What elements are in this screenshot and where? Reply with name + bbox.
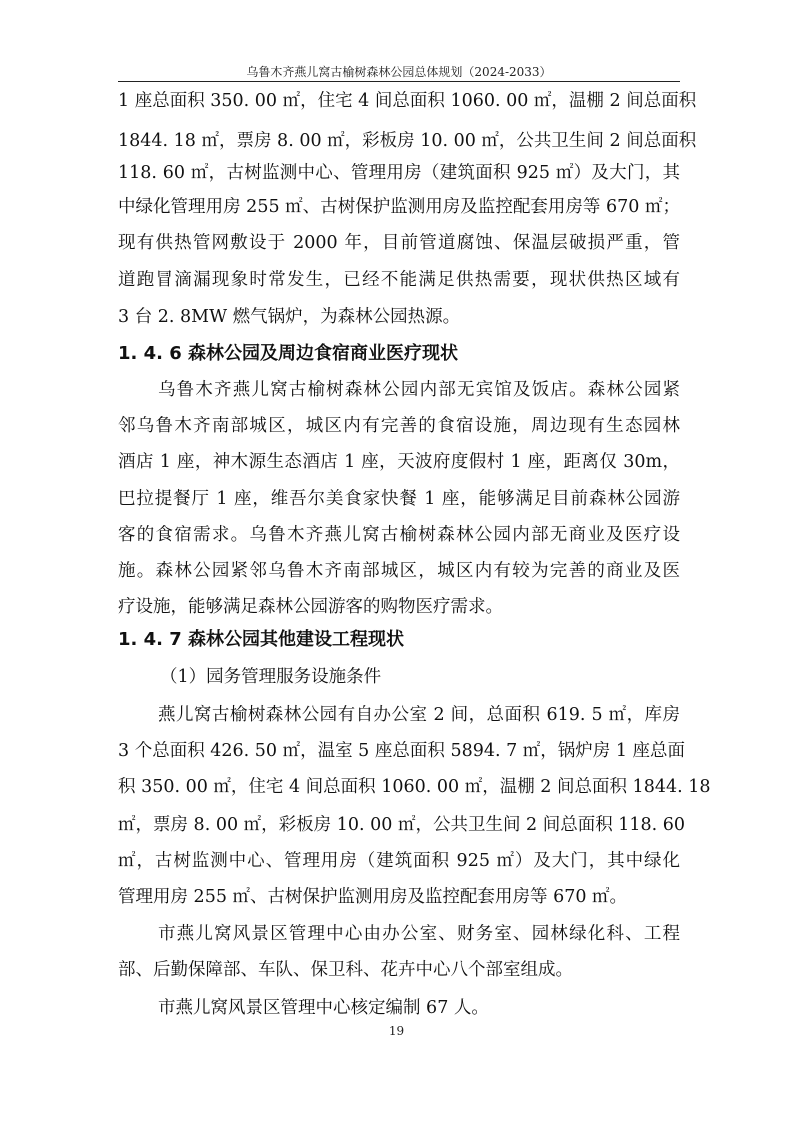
section-heading-1-4-7: 1. 4. 7 森林公园其他建设工程现状 xyxy=(118,629,405,650)
body-line: 疗设施，能够满足森林公园游客的购物医疗需求。 xyxy=(118,597,503,617)
body-line: ㎡，古树监测中心、管理用房（建筑面积 925 ㎡）及大门，其中绿化 xyxy=(118,851,680,871)
body-line: 现有供热管网敷设于 2000 年，目前管道腐蚀、保温层破损严重，管 xyxy=(118,233,680,253)
page-number: 19 xyxy=(388,1024,405,1038)
section-heading-1-4-6: 1. 4. 6 森林公园及周边食宿商业医疗现状 xyxy=(118,343,459,364)
body-line: 积 350. 00 ㎡，住宅 4 间总面积 1060. 00 ㎡，温棚 2 间总面积 1844. 18 xyxy=(118,777,711,797)
body-line: 施。森林公园紧邻乌鲁木齐南部城区，城区内有较为完善的商业及医 xyxy=(118,561,680,581)
body-line: 部、后勤保障部、车队、保卫科、花卉中心八个部室组成。 xyxy=(118,960,573,980)
body-line: 酒店 1 座，神木源生态酒店 1 座，天波府度假村 1 座，距离仅 30m， xyxy=(118,452,680,472)
body-line: 道跑冒滴漏现象时常发生，已经不能满足供热需要，现状供热区域有 xyxy=(118,270,680,290)
body-line: 乌鲁木齐燕儿窝古榆树森林公园内部无宾馆及饭店。森林公园紧 xyxy=(158,380,680,400)
body-line: 市燕儿窝风景区管理中心由办公室、财务室、园林绿化科、工程 xyxy=(158,924,680,944)
running-header: 乌鲁木齐燕儿窝古榆树森林公园总体规划（2024-2033） xyxy=(246,65,552,79)
body-line: 邻乌鲁木齐南部城区，城区内有完善的食宿设施，周边现有生态园林 xyxy=(118,416,680,436)
body-line: 管理用房 255 ㎡、古树保护监测用房及监控配套用房等 670 ㎡。 xyxy=(118,887,628,907)
body-line: 市燕儿窝风景区管理中心核定编制 67 人。 xyxy=(158,998,489,1018)
header-rule xyxy=(118,81,680,82)
body-line: 1 座总面积 350. 00 ㎡，住宅 4 间总面积 1060. 00 ㎡，温棚 2 间总面积 xyxy=(118,91,697,111)
body-line: 118. 60 ㎡，古树监测中心、管理用房（建筑面积 925 ㎡）及大门，其 xyxy=(118,163,680,183)
body-line: 3 台 2. 8MW 燃气锅炉，为森林公园热源。 xyxy=(118,307,461,327)
body-line: ㎡，票房 8. 00 ㎡，彩板房 10. 00 ㎡，公共卫生间 2 间总面积 118. 60 xyxy=(118,815,686,835)
body-line: 3 个总面积 426. 50 ㎡，温室 5 座总面积 5894. 7 ㎡，锅炉房 1 座总面 xyxy=(118,741,686,761)
body-line: 1844. 18 ㎡，票房 8. 00 ㎡，彩板房 10. 00 ㎡，公共卫生间 2 间总面积 xyxy=(118,131,697,151)
body-line: 客的食宿需求。乌鲁木齐燕儿窝古榆树森林公园内部无商业及医疗设 xyxy=(118,525,680,545)
body-line: 中绿化管理用房 255 ㎡、古树保护监测用房及监控配套用房等 670 ㎡； xyxy=(118,197,680,217)
body-line: 巴拉提餐厅 1 座，维吾尔美食家快餐 1 座，能够满足目前森林公园游 xyxy=(118,489,680,509)
body-line: 燕儿窝古榆树森林公园有自办公室 2 间，总面积 619. 5 ㎡，库房 xyxy=(158,705,680,725)
subheading: （1）园务管理服务设施条件 xyxy=(160,667,382,687)
